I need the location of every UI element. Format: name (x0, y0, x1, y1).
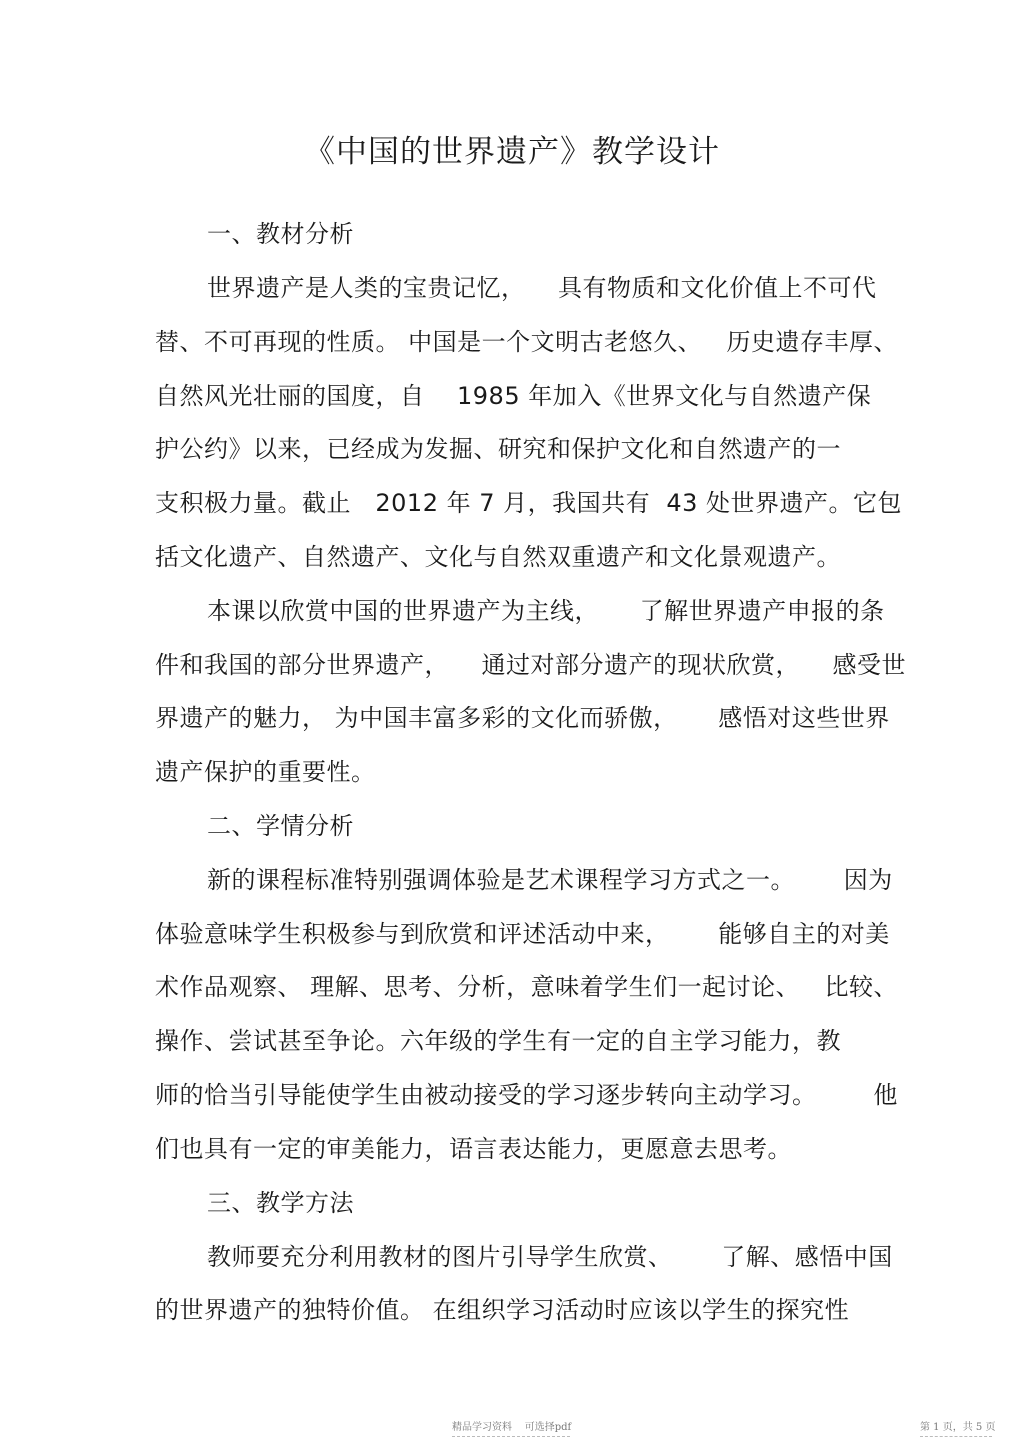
paragraph-line: 括文化遗产、自然遗产、文化与自然双重遗产和文化景观遗产。 (155, 543, 841, 571)
footer-divider-right (920, 1436, 992, 1437)
paragraph-line: 新的课程标准特别强调体验是艺术课程学习方式之一。 因为 (207, 866, 893, 894)
paragraph-line: 操作、尝试甚至争论。六年级的学生有一定的自主学习能力，教 (155, 1027, 841, 1055)
paragraph-line: 界遗产的魅力， 为中国丰富多彩的文化而骄傲， 感悟对这些世界 (155, 704, 890, 732)
footer-watermark-text: 精品学习资料 可选择pdf (452, 1422, 572, 1433)
paragraph-line: 自然风光壮丽的国度，自 1985 年加入《世界文化与自然遗产保 (155, 382, 872, 410)
paragraph-line: 支积极力量。截止 2012 年 7 月，我国共有 43 处世界遗产。它包 (155, 489, 903, 517)
footer-divider-left (452, 1436, 570, 1437)
section-heading-students: 二、学情分析 (207, 812, 354, 840)
paragraph-line: 们也具有一定的审美能力，语言表达能力，更愿意去思考。 (155, 1135, 792, 1163)
paragraph-line: 本课以欣赏中国的世界遗产为主线， 了解世界遗产申报的条 (207, 597, 885, 625)
paragraph-line: 件和我国的部分世界遗产， 通过对部分遗产的现状欣赏， 感受世 (155, 651, 907, 679)
footer-page-number: 第 1 页，共 5 页 (920, 1422, 996, 1433)
paragraph-line: 体验意味学生积极参与到欣赏和评述活动中来， 能够自主的对美 (155, 920, 890, 948)
section-heading-methods: 三、教学方法 (207, 1189, 354, 1217)
paragraph-line: 护公约》以来，已经成为发掘、研究和保护文化和自然遗产的一 (155, 435, 841, 463)
document-title: 《中国的世界遗产》教学设计 (304, 134, 720, 170)
paragraph-line: 教师要充分利用教材的图片引导学生欣赏、 了解、感悟中国 (207, 1243, 893, 1271)
paragraph-line: 世界遗产是人类的宝贵记忆， 具有物质和文化价值上不可代 (207, 274, 877, 302)
paragraph-line: 师的恰当引导能使学生由被动接受的学习逐步转向主动学习。 他 (155, 1081, 898, 1109)
paragraph-line: 遗产保护的重要性。 (155, 758, 376, 786)
paragraph-line: 的世界遗产的独特价值。 在组织学习活动时应该以学生的探究性 (155, 1296, 850, 1324)
paragraph-line: 术作品观察、 理解、思考、分析，意味着学生们一起讨论、 比较、 (155, 973, 899, 1001)
paragraph-line: 替、不可再现的性质。 中国是一个文明古老悠久、 历史遗存丰厚、 (155, 328, 899, 356)
section-heading-materials: 一、教材分析 (207, 220, 354, 248)
